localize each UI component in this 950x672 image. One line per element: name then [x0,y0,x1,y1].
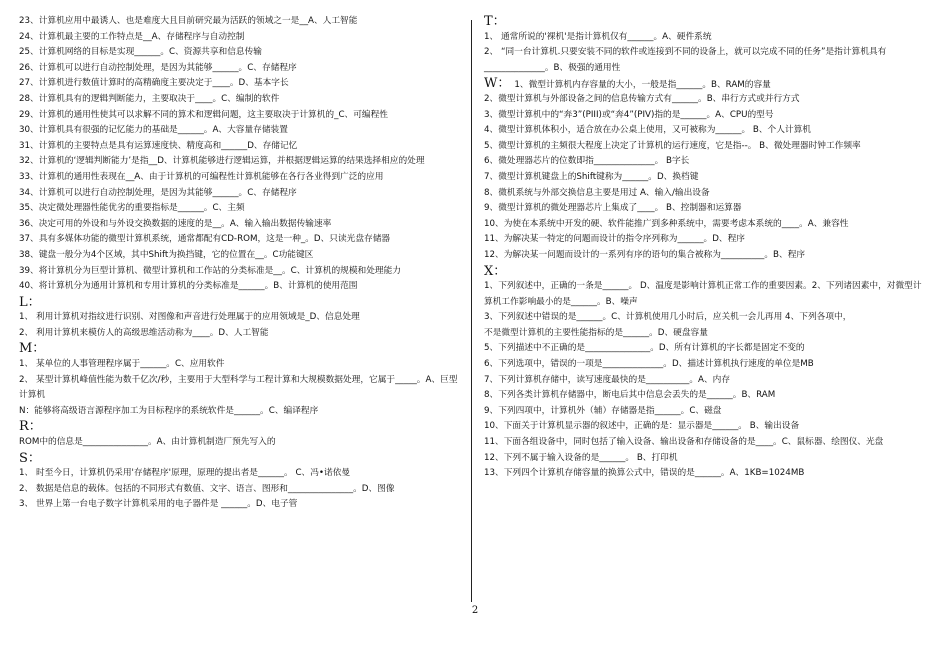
section-heading-line [19,419,465,435]
question-item: 39、将计算机分为巨型计算机、微型计算机和工作站的分类标准是__。C、计算机的规模和处理能力 [19,265,401,276]
question-item: 1、 某单位的人事管理程序属于______。C、应用软件 [19,359,225,370]
question-item: 38、键盘一般分为4个区域，其中Shift为换挡键，它的位置在__。C功能键区 [19,249,314,260]
question-text: 1、微型计算机内存容量的大小，一般是指______。B、RAM的容量 [514,80,771,91]
question-item: 32、计算机的‘逻辑判断能力’是指__D、计算机能够进行逻辑运算，并根据逻辑运算的结果选择相应的处理 [19,156,425,167]
question-item: 34、计算机可以进行自动控制处理，是因为其能够______。C、存储程序 [19,187,297,198]
page-number: 2 [471,605,479,616]
question-item: 1、下列叙述中，正确的一条是______。 D、温度是影响计算机正常工作的重要因素。2、下列诸因素中，对微型计算机工作影响最小的是______。B、噪声 [484,281,922,307]
question-item: 6、下列选项中，错误的一项是______________。D、描述计算机执行速度的单位是MB [484,359,814,370]
question-item: 2、 利用计算机来模仿人的高级思维活动称为____。D、人工智能 [19,327,269,338]
question-item: 24、计算机最主要的工作特点是__A、存储程序与自动控制 [19,31,245,42]
question-item: 10、为使在本系统中开发的硬、软件能推广到多种系统中，需要考虑本系统的____。A、兼容性 [484,218,849,229]
question-item: 25、计算机网络的目标是实现______。C、资源共享和信息传输 [19,47,262,58]
question-item: 27、计算机进行数值计算时的高精确度主要决定于____。D、基本字长 [19,78,289,89]
question-item: 30、计算机具有很强的记忆能力的基础是______。A、大容量存储装置 [19,125,288,136]
question-item: 2、 数据是信息的载体。包括的不同形式有数值、文字、语言、图形和_______________。D、图像 [19,483,395,494]
question-item: 不是微型计算机的主要性能指标的是______。D、硬盘容量 [484,327,708,338]
question-item: 36、决定可用的外设和与外设交换数据的速度的是__。A、输入输出数据传输速率 [19,218,332,229]
section-heading: R： [19,419,42,435]
section-heading: M： [19,341,46,357]
section-heading: W： [484,76,511,92]
question-item: 7、下列计算机存储中，读写速度最快的是__________。A、内存 [484,374,731,385]
question-item: 8、下列各类计算机存储器中，断电后其中信息会丢失的是______。B、RAM [484,390,776,401]
question-item: 13、下列四个计算机存储容量的换算公式中，错误的是______。A、1KB=1024MB [484,468,805,479]
question-item: 37、具有多媒体功能的微型计算机系统，通常都配有CD-ROM，这是一种_。D、只读光盘存储器 [19,234,391,245]
question-item: 7、微型计算机键盘上的Shift键称为______。D、换档键 [484,171,699,182]
question-item: 1、 时至今日，计算机仍采用'存储程序'原理，原理的提出者是______。 C、冯•诺依曼 [19,468,351,479]
question-item: 23、计算机应用中最诱人、也是难度大且目前研究最为活跃的领域之一是__A、人工智能 [19,16,358,26]
question-item: 8、微机系统与外部交换信息主要是用过 A、输入/输出设备 [484,187,710,198]
question-item: 11、为解决某一特定的问题而设计的指令序列称为______。D、程序 [484,234,745,245]
question-item: 3、下列叙述中错误的是______。C、计算机使用几小时后，应关机一会儿再用 4、下列各项中， [484,312,852,323]
section-heading: T： [484,14,506,29]
left-column [19,14,465,513]
question-item: ROM中的信息是_______________。A、由计算机制造厂预先写入的 [19,437,276,448]
question-item: 1、 利用计算机对指纹进行识别、对图像和声音进行处理属于的应用领域是_D、信息处理 [19,312,360,323]
question-item: 9、下列四项中，计算机外（辅）存储器是指______。C、磁盘 [484,405,722,416]
question-item: 33、计算机的通用性表现在__A、由于计算机的可编程性计算机能够在各行各业得到广泛的应用 [19,171,384,182]
question-item: 35、决定微处理器性能优劣的重要指标是______。C、主频 [19,203,245,214]
question-item: 26、计算机可以进行自动控制处理，是因为其能够______。C、存储程序 [19,62,297,73]
section-heading: X： [484,263,507,279]
question-item: 28、计算机具有的逻辑判断能力，主要取决于____。C、编制的软件 [19,93,280,104]
question-item: 11、下面各组设备中，同时包括了输入设备、输出设备和存储设备的是____。C、鼠标器、绘图仪、光盘 [484,437,884,448]
right-column [484,14,930,482]
section-heading: S： [19,450,41,466]
question-item: 12、下列不属于输入设备的是______。 B、打印机 [484,452,678,463]
question-item: 3、微型计算机中的“奔3”(PIII)或“奔4”(PIV)指的是______。A、CPU的型号 [484,109,774,120]
question-item: 31、计算机的主要特点是具有运算速度快、精度高和______D、存储记忆 [19,140,298,151]
question-item: 1、 通常所说的'裸机'是指计算机仅有______。A、硬件系统 [484,31,712,42]
question-item: 6、微处理器芯片的位数即指______________。 B字长 [484,156,690,167]
question-item: 29、计算机的通用性使其可以求解不同的算术和逻辑问题，这主要取决于计算机的_C、可编程性 [19,109,388,120]
section-heading: L： [19,294,41,310]
question-item: 12、为解决某一问题而设计的一系列有序的语句的集合被称为__________。B、程序 [484,249,806,260]
question-item: 5、下列描述中不正确的是_______________。D、所有计算机的字长都是固定不变的 [484,343,805,354]
question-item: 9、微型计算机的微处理器芯片上集成了____。 B、控制器和运算器 [484,203,742,214]
question-item: 10、下面关于计算机显示器的叙述中，正确的是：显示器是______。 B、输出设备 [484,421,800,432]
question-item: 5、微型计算机的主频很大程度上决定了计算机的运行速度，它是指--。 B、微处理器时钟工作频率 [484,140,861,151]
column-divider [471,20,472,602]
question-item: 3、 世界上第一台电子数字计算机采用的电子器件是 ______。D、电子管 [19,499,298,510]
question-item: 4、微型计算机体积小，适合放在办公桌上使用，又可被称为______。 B、个人计算机 [484,125,811,136]
section-heading-line [484,76,930,92]
question-item: N：能够将高级语言源程序加工为目标程序的系统软件是______。C、编译程序 [19,405,319,416]
question-item: 2、微型计算机与外部设备之间的信息传输方式有______。B、串行方式或并行方式 [484,93,800,104]
question-item: 2、 某型计算机峰值性能为数千亿次/秒，主要用于大型科学与工程计算和大规模数据处理，它属于_____。A、巨型计算机 [19,374,458,401]
question-item: 2、 “同一台计算机.只要安装不同的软件或连接到不同的设备上，就可以完成不同的任务”是指计算机具有______________。B、极强的通用性 [484,47,887,73]
question-item: 40、将计算机分为通用计算机和专用计算机的分类标准是______。B、计算机的使用范围 [19,281,358,292]
